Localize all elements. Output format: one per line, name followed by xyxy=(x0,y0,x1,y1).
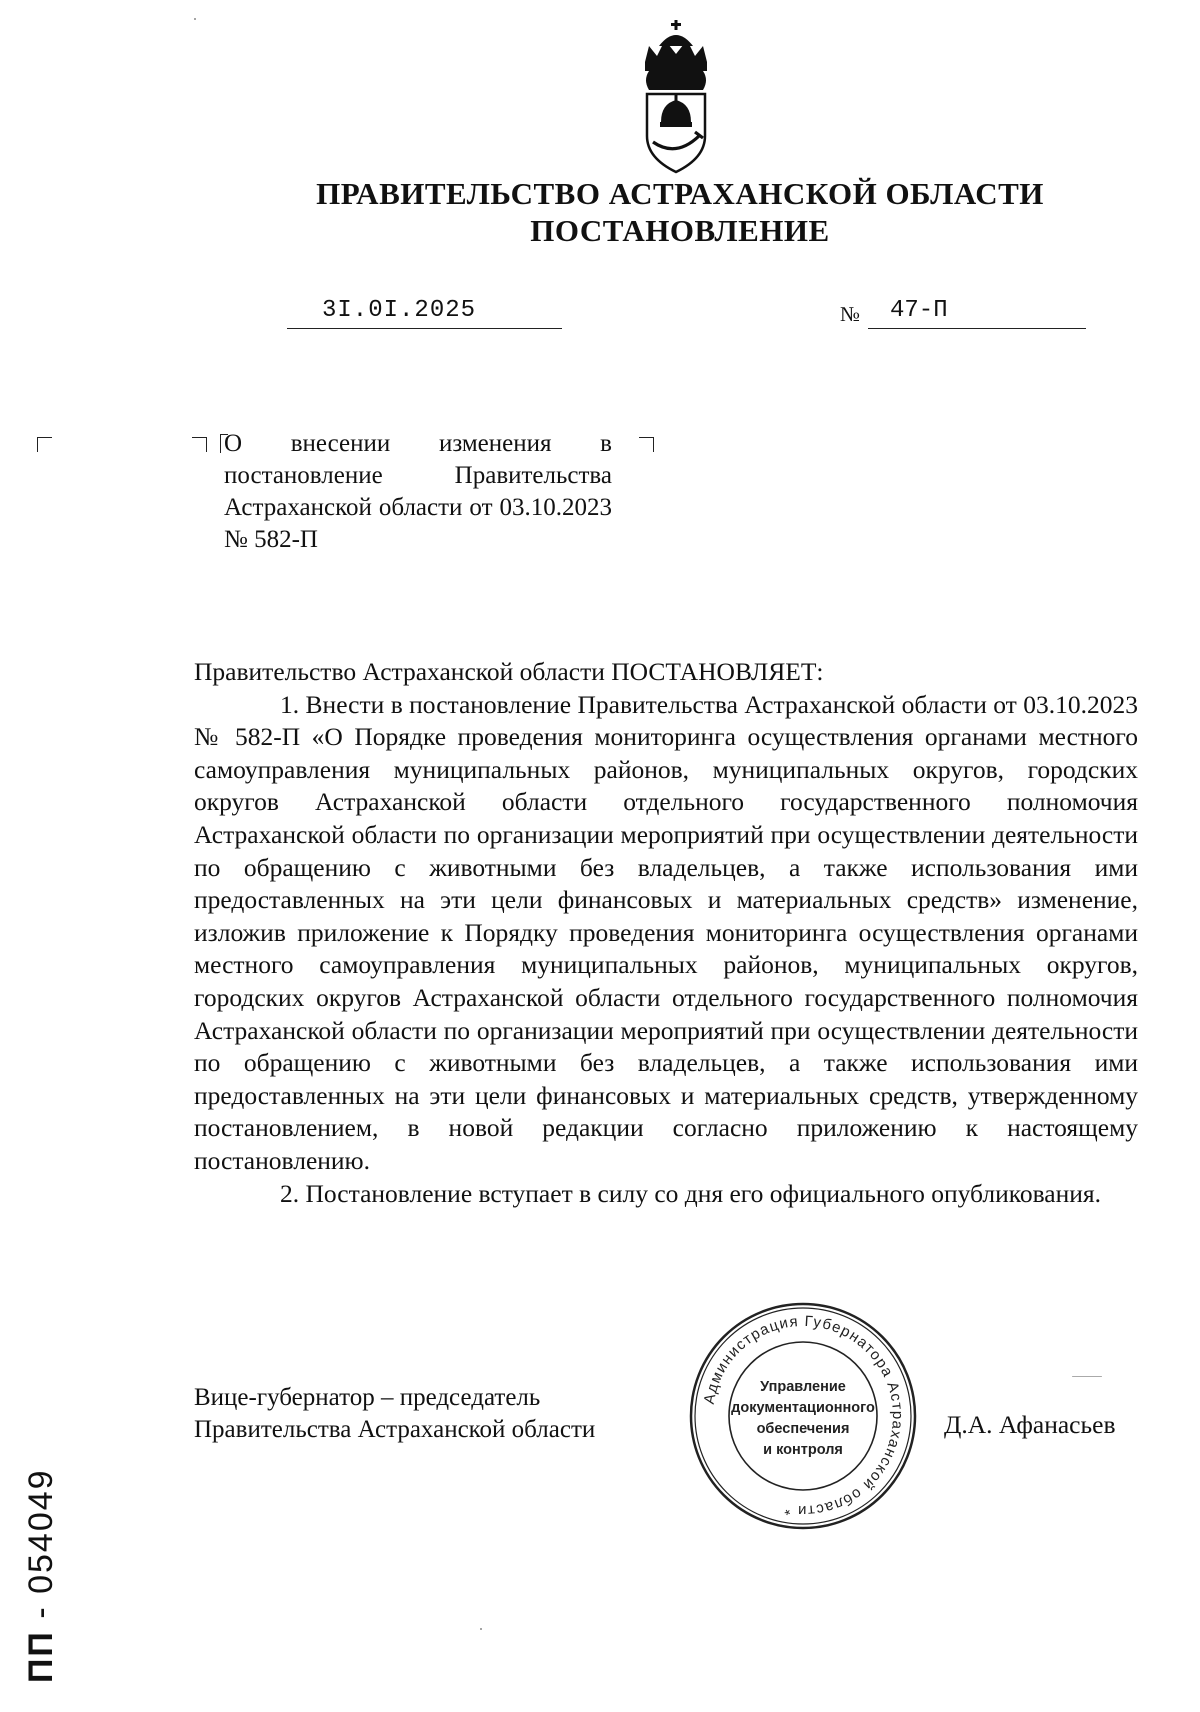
serial-separator: - xyxy=(22,1593,60,1631)
clause-2: 2. Постановление вступает в силу со дня его официального опубликования. xyxy=(280,1178,1101,1208)
date-field xyxy=(287,298,562,329)
seal-line-4: и контроля xyxy=(763,1442,843,1458)
corner-mark-left xyxy=(37,437,52,452)
signatory-name: Д.А. Афанасьев xyxy=(944,1410,1116,1439)
seal-line-2: документационного xyxy=(731,1400,875,1416)
serial-series: ПП xyxy=(22,1630,60,1683)
seal-ring-text: Администрация Губернатора Астраханской области * xyxy=(700,1312,907,1520)
seal-line-1: Управление xyxy=(760,1379,846,1395)
government-name: ПРАВИТЕЛЬСТВО АСТРАХАНСКОЙ ОБЛАСТИ xyxy=(316,176,1044,211)
side-serial-code xyxy=(22,1383,62,1683)
document-body xyxy=(194,656,1138,1210)
number-sign: № xyxy=(840,302,861,326)
document-type-title: ПОСТАНОВЛЕНИЕ xyxy=(530,213,830,248)
serial-number: 054049 xyxy=(22,1468,60,1594)
number-field xyxy=(868,298,1086,329)
scan-speck xyxy=(194,18,196,20)
document-date: 3I.0I.2025 xyxy=(322,297,477,324)
corner-mark-middle xyxy=(192,437,207,452)
corner-mark-right xyxy=(639,437,654,452)
preamble: Правительство Астраханской области ПОСТАНОВЛЯЕТ: xyxy=(194,657,824,686)
document-number: 47-П xyxy=(890,297,948,324)
signatory-title-line-1: Вице-губернатор – председатель xyxy=(194,1384,541,1411)
signatory-title xyxy=(194,1382,595,1446)
coat-of-arms-icon xyxy=(639,18,713,178)
seal-line-3: обеспечения xyxy=(756,1421,850,1437)
document-subject: О внесении изменения в постановление Правительства Астраханской области от 03.10.2023 № 582-П xyxy=(224,430,612,553)
signatory-title-line-2: Правительства Астраханской области xyxy=(194,1416,596,1443)
clause-1: 1. Внести в постановление Правительства Астраханской области от 03.10.2023 № 582-П «О Порядке проведения мониторинга осуществления органами местного самоуправления муниципальных районов, муниципальных округов, городских округов Астраханской области отдельного государственного полномочия Астраханской области по организации мероприятий при осуществлении деятельности по обращению с животными без владельцев, а также использования ими предоставленных на эти цели финансовых и материальных средств» изменение, изложив приложение к Порядку проведения мониторинга осуществления органами местного самоуправления муниципальных районов, муниципальных округов, городских округов Астраханской области отдельного государственного полномочия Астраханской области по организации мероприятий при осуществлении деятельности по обращению с животными без владельцев, а также использования ими предоставленных на эти цели финансовых и материальных средств, утвержденному постановлением, в новой редакции согласно приложению к настоящему постановлению. xyxy=(194,689,1138,1175)
scan-speck xyxy=(480,1628,482,1630)
official-seal xyxy=(687,1300,919,1532)
scan-speck xyxy=(1072,1376,1102,1377)
